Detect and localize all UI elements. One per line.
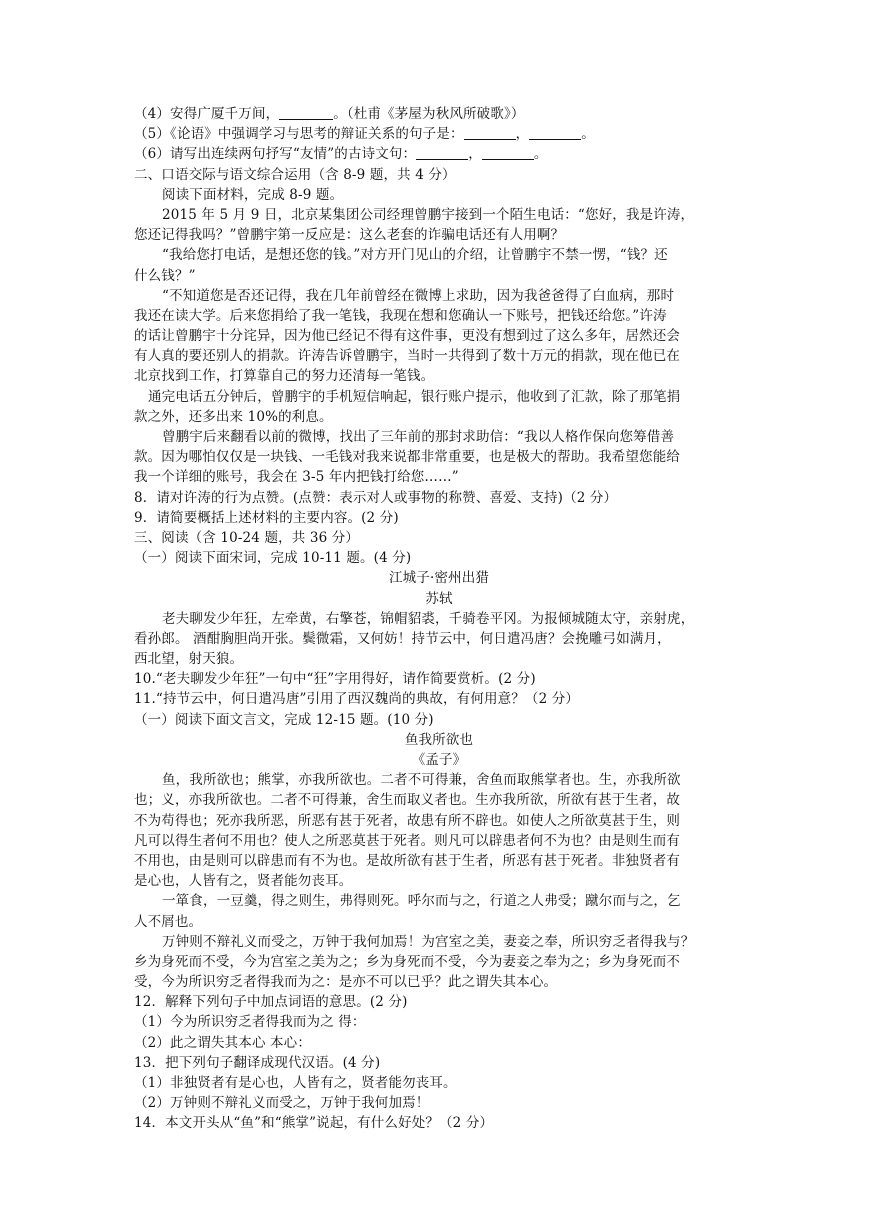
answer-blank[interactable]: [279, 106, 333, 120]
text: 。（杜甫《茅屋为秋风所破歌》）: [333, 106, 525, 122]
question-13-item-2: （2）万钟则不辩礼义而受之，万钟于我何加焉！: [134, 1095, 430, 1112]
text: （4）安得广厦千万间，: [134, 106, 280, 122]
essay-line: 人不屑也。: [134, 913, 203, 930]
section-heading: 二、口语交际与语文综合运用（含 8-9 题，共 4 分）: [134, 166, 456, 183]
essay-line: 凡可以得生者何不用也？使人之所恶莫甚于死者。则凡可以辟患者何不为也？由是则生而有: [134, 832, 680, 849]
question-14: 14．本文开头从“鱼”和“熊掌”说起，有什么好处？（2 分）: [134, 1115, 494, 1132]
essay-source: 《孟子》: [411, 752, 467, 768]
question-9: 9．请简要概括上述材料的主要内容。(2 分): [134, 509, 399, 526]
fill-blank-question-5: [134, 124, 744, 144]
poem-line: 西北望，射天狼。: [134, 651, 244, 668]
text: ，: [468, 146, 482, 163]
question-12: 12．解释下列句子中加点词语的意思。(2 分): [134, 994, 408, 1011]
question-8: 8．请对许涛的行为点赞。(点赞：表示对人或事物的称赞、喜爱、支持)（2 分）: [134, 489, 618, 506]
passage-line: 北京找到工作，打算靠自己的努力还清每一笔钱。: [134, 368, 435, 385]
passage-line: 款。因为哪怕仅仅是一块钱、一毛钱对我来说都非常重要，也是极大的帮助。我希望您能给: [134, 449, 680, 466]
section-heading: 三、阅读（含 10-24 题，共 36 分）: [134, 529, 360, 546]
passage-line: 通完电话五分钟后，曾鹏宇的手机短信响起，银行账户提示，他收到了汇款，除了那笔捐: [148, 388, 681, 405]
poem-title: 江城子·密州出猎: [389, 570, 489, 587]
essay-line: 是心也，人皆有之，贤者能勿丧耳。: [134, 873, 353, 890]
answer-blank[interactable]: [416, 146, 468, 160]
answer-blank[interactable]: [482, 146, 534, 160]
passage-line: 有人真的要还别人的捐款。许涛告诉曾鹏宇，当时一共得到了数十万元的捐款，现在他已在: [134, 348, 680, 365]
essay-title: 鱼我所欲也: [404, 731, 474, 748]
essay-line: 鱼，我所欲也；熊掌，亦我所欲也。二者不可得兼，舍鱼而取熊掌者也。生，亦我所欲: [162, 772, 681, 789]
answer-blank[interactable]: [464, 126, 516, 140]
question-12-item-2: （2）此之谓失其本心 本心：: [134, 1034, 311, 1051]
poem-line: 看孙郎。 酒酣胸胆尚开张。鬓微霜，又何妨！持节云中，何日遣冯唐？会挽雕弓如满月，: [134, 630, 671, 647]
question-12-item-1: （1）今为所识穷乏者得我而为之 得：: [134, 1014, 366, 1031]
poem-line: 老夫聊发少年狂，左牵黄，右擎苍，锦帽貂裘，千骑卷平冈。为报倾城随太守，亲射虎，: [162, 610, 695, 627]
question-11: 11.“持节云中，何日遣冯唐”引用了西汉魏尚的典故，有何用意？（2 分）: [134, 691, 580, 708]
passage-line: 什么钱？”: [134, 267, 196, 284]
question-13: 13．把下列句子翻译成现代汉语。(4 分): [134, 1054, 381, 1071]
poem-author: 苏轼: [425, 590, 453, 607]
essay-line: 受，今为所识穷乏者得我而为之：是亦不可以已乎？此之谓失其本心。: [134, 974, 558, 991]
subsection-heading: （一）阅读下面宋词，完成 10-11 题。(4 分): [134, 550, 412, 567]
instruction: 阅读下面材料，完成 8-9 题。: [162, 186, 344, 203]
fill-blank-question-4: [134, 104, 744, 124]
text: ，: [515, 126, 530, 143]
passage-line: 我一个详细的账号，我会在 3-5 年内把钱打给您……”: [134, 469, 459, 486]
document-body: [134, 104, 744, 1134]
text: （6）请写出连续两句抒写“友情”的古诗文句：: [134, 146, 417, 163]
subsection-heading: （一）阅读下面文言文，完成 12-15 题。(10 分): [134, 711, 434, 728]
essay-line: 不为苟得也；死亦我所恶，所恶有甚于死者，故患有所不辟也。如使人之所欲莫甚于生，则: [134, 812, 680, 829]
fill-blank-question-6: [134, 144, 744, 164]
question-13-item-1: （1）非独贤者有是心也，人皆有之，贤者能勿丧耳。: [134, 1075, 457, 1091]
passage-line: 我还在读大学。后来您捐给了我一笔钱，我现在想和您确认一下账号，把钱还给您。”许涛: [134, 307, 667, 324]
text: 。: [533, 146, 548, 163]
essay-line: 万钟则不辩礼义而受之，万钟于我何加焉！为宫室之美，妻妾之奉，所识穷乏者得我与？: [162, 933, 695, 950]
passage-line: 的话让曾鹏宇十分诧异，因为他已经记不得有这件事，更没有想到过了这么多年，居然还会: [134, 328, 680, 345]
essay-line: 乡为身死而不受，今为宫室之美为之；乡为身死而不受，今为妻妾之奉为之；乡为身死而不: [134, 953, 680, 970]
answer-blank[interactable]: [529, 126, 581, 140]
essay-line: 也；义，亦我所欲也。二者不可得兼，舍生而取义者也。生亦我所欲，所欲有甚于生者，故: [134, 792, 680, 809]
passage-line: 款之外，还多出来 10%的利息。: [134, 408, 333, 425]
passage-line: 您还记得我吗？”曾鹏宇第一反应是：这么老套的诈骗电话还有人用啊？: [134, 227, 565, 244]
essay-line: 一箪食，一豆羹，得之则生，弗得则死。呼尔而与之，行道之人弗受；蹴尔而与之，乞: [162, 893, 681, 910]
passage-line: 2015 年 5 月 9 日，北京某集团公司经理曾鹏宇接到一个陌生电话：“您好，我是许涛，: [162, 206, 695, 223]
passage-line: “我给您打电话，是想还您的钱。”对方开门见山的介绍，让曾鹏宇不禁一愣，“钱？还: [162, 247, 668, 264]
question-10: 10.“老夫聊发少年狂”一句中“狂”字用得好，请作简要赏析。(2 分): [134, 671, 536, 688]
passage-line: “不知道您是否还记得，我在几年前曾经在微博上求助，因为我爸爸得了白血病，那时: [162, 287, 675, 304]
essay-line: 不用也，由是则可以辟患而有不为也。是故所欲有甚于生者，所恶有甚于死者。非独贤者有: [134, 852, 680, 869]
passage-line: 曾鹏宇后来翻看以前的微博，找出了三年前的那封求助信：“我以人格作保向您筹借善: [162, 429, 675, 445]
text: 。: [581, 126, 595, 143]
text: （5）《论语》中强调学习与思考的辩证关系的句子是：: [134, 126, 464, 143]
